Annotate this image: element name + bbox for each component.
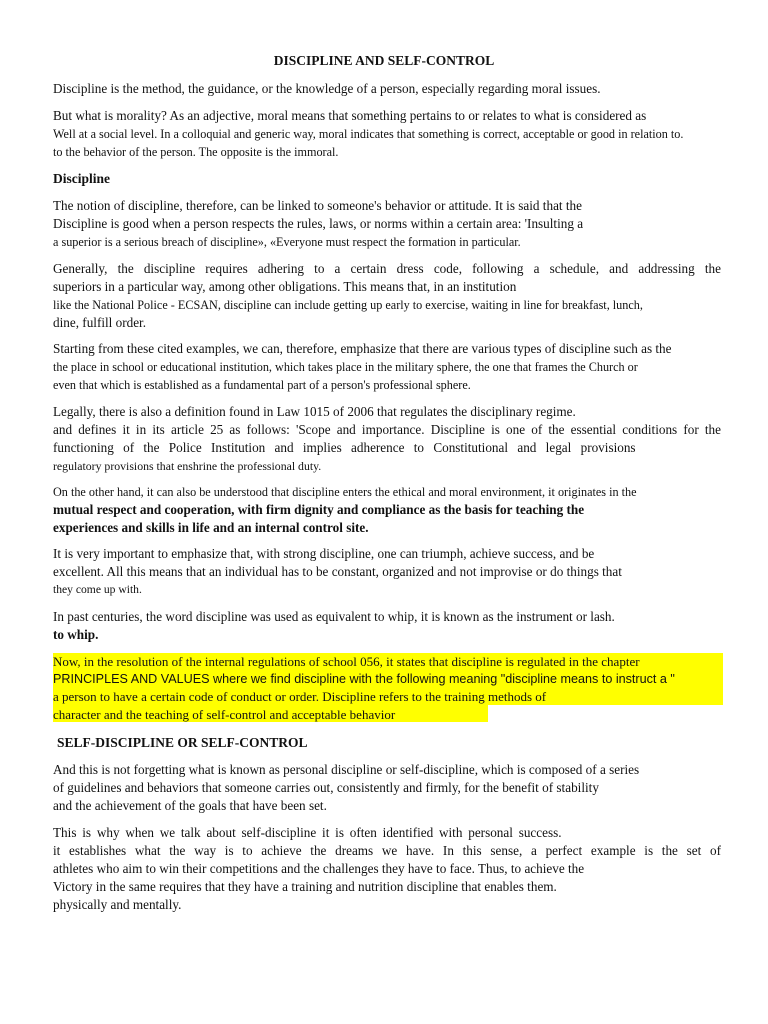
paragraph-legally [53, 403, 721, 475]
text-line: to the behavior of the person. The opposite is the immoral. [53, 145, 339, 159]
text-line: they come up with. [53, 583, 142, 596]
paragraph-success [53, 824, 721, 914]
paragraph-definition [53, 80, 721, 98]
text-line: Victory in the same requires that they have a training and nutrition discipline that enables them. [53, 879, 557, 894]
text-line: Discipline is the method, the guidance, or the knowledge of a person, especially regarding moral issues. [53, 81, 601, 96]
text-line: mutual respect and cooperation, with firm dignity and compliance as the basis for teaching the [53, 502, 585, 517]
text-line: the place in school or educational institution, which takes place in the military sphere, the one that frames the Church or [53, 360, 638, 374]
text-line: physically and mentally. [53, 897, 182, 912]
text-line: a superior is a serious breach of discipline», «Everyone must respect the formation in particular. [53, 235, 521, 249]
text-line: excellent. All this means that an individual has to be constant, organized and not improvise or do things that [53, 564, 622, 579]
paragraph-generally [53, 260, 721, 332]
section-heading-discipline: Discipline [53, 171, 111, 186]
text-line: Discipline is good when a person respects the rules, laws, or norms within a certain area: 'Insulting a [53, 216, 584, 231]
section-heading-self-discipline: SELF-DISCIPLINE OR SELF-CONTROL [57, 735, 308, 750]
text-line: dine, fulfill order. [53, 315, 147, 330]
text-line: like the National Police - ECSAN, discipline can include getting up early to exercise, waiting in line for breakfast, lunch, [53, 298, 643, 312]
text-line: and the achievement of the goals that have been set. [53, 798, 327, 813]
text-line: PRINCIPLES AND VALUES where we find discipline with the following meaning "discipline means to instruct a " [53, 671, 675, 686]
text-line: to whip. [53, 627, 99, 642]
paragraph-emphasize [53, 545, 721, 599]
text-line: it establishes what the way is to achieve the dreams we have. In this sense, a perfect example is the set of [53, 843, 721, 858]
text-line: functioning of the Police Institution and implies adherence to Constitutional and legal provisions [53, 440, 636, 455]
text-line: athletes who aim to win their competitions and the challenges they have to face. Thus, to achieve the [53, 861, 585, 876]
document-title: DISCIPLINE AND SELF-CONTROL [273, 53, 495, 68]
text-line: experiences and skills in life and an internal control site. [53, 520, 369, 535]
paragraph-ethical [53, 483, 721, 537]
text-line: and defines it in its article 25 as follows: 'Scope and importance. Discipline is one of the essential conditions for the [53, 422, 721, 437]
text-line: of guidelines and behaviors that someone carries out, consistently and firmly, for the benefit of stability [53, 780, 599, 795]
text-line: even that which is established as a fundamental part of a person's professional sphere. [53, 378, 471, 392]
text-line: This is why when we talk about self-discipline it is often identified with personal success. [53, 825, 562, 840]
paragraph-whip [53, 608, 721, 644]
text-line: character and the teaching of self-control and acceptable behavior [53, 706, 396, 722]
text-line: The notion of discipline, therefore, can be linked to someone's behavior or attitude. It is said that the [53, 198, 582, 213]
text-line: Generally, the discipline requires adhering to a certain dress code, following a schedule, and addressing the [53, 261, 721, 276]
text-line: And this is not forgetting what is known as personal discipline or self-discipline, which is composed of a series [53, 762, 640, 777]
text-line: It is very important to emphasize that, with strong discipline, one can triumph, achieve success, and be [53, 546, 595, 561]
paragraph-examples [53, 340, 721, 394]
text-line: Well at a social level. In a colloquial and generic way, moral indicates that something is correct, acceptable or good in relation to. [53, 127, 684, 141]
text-line: In past centuries, the word discipline was used as equivalent to whip, it is known as the instrument or lash. [53, 609, 615, 624]
paragraph-morality [53, 107, 721, 161]
text-line: Starting from these cited examples, we can, therefore, emphasize that there are various types of discipline such as the [53, 341, 672, 356]
text-line: Now, in the resolution of the internal regulations of school 056, it states that discipline is regulated in the chapter [53, 654, 640, 669]
text-line: superiors in a particular way, among other obligations. This means that, in an institution [53, 279, 517, 294]
text-line: a person to have a certain code of conduct or order. Discipline refers to the training methods of [53, 689, 547, 704]
highlighted-paragraph [53, 653, 721, 723]
paragraph-notion [53, 197, 721, 251]
paragraph-personal [53, 761, 721, 815]
text-line: regulatory provisions that enshrine the professional duty. [53, 459, 322, 473]
text-line: But what is morality? As an adjective, moral means that something pertains to or relates to what is considered as [53, 108, 647, 123]
text-line: Legally, there is also a definition found in Law 1015 of 2006 that regulates the disciplinary regime. [53, 404, 576, 419]
text-line: On the other hand, it can also be understood that discipline enters the ethical and moral environment, it originates in the [53, 485, 637, 499]
